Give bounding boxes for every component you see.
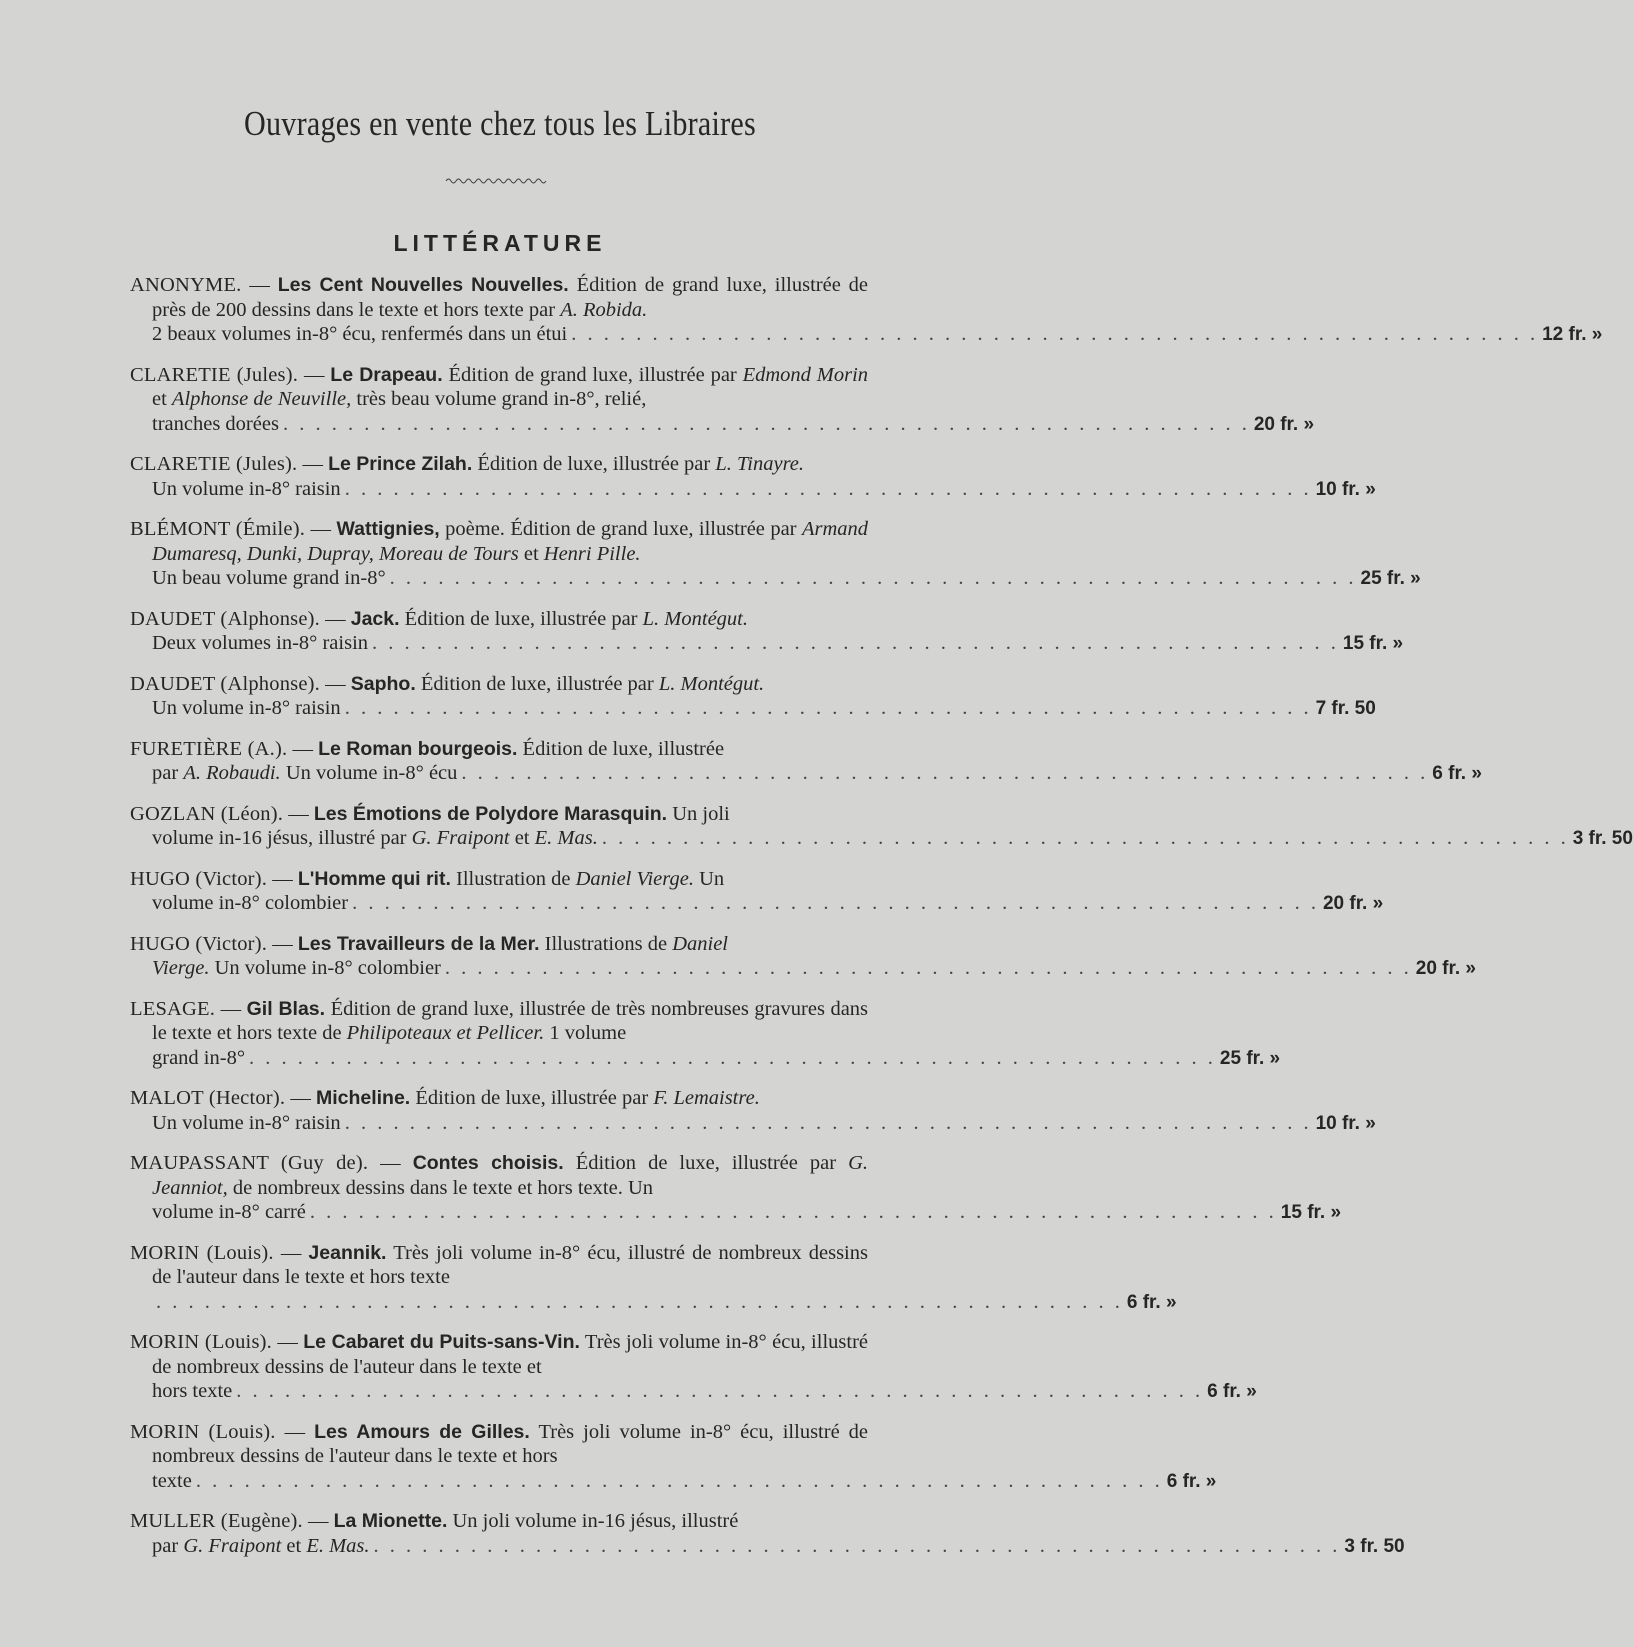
book-entry: HUGO (Victor). — Les Travailleurs de la Mer. Illustrations de Daniel Vierge. Un volume in-8° colombier . . . . . . . . . . . . . . . . . . . . . . . . . . . . . . . . . . . . . . . . . . . . . . . . . . . . . . . . . . . . 20 fr. »	[130, 932, 868, 982]
book-title: La Mionette.	[333, 1510, 448, 1532]
price-line	[152, 1111, 1376, 1137]
book-description: Un joli volume in-16 jésus, illustré	[452, 1510, 739, 1532]
wavy-ornament	[446, 176, 546, 186]
book-description: Édition de luxe, illustrée par	[404, 607, 638, 630]
author-name: BLÉMONT (Émile).	[130, 518, 306, 540]
illustrator-name: L. Tinayre.	[715, 453, 805, 475]
book-entry: MALOT (Hector). — Micheline. Édition de luxe, illustrée par F. Lemaistre. Un volume in-8° raisin . . . . . . . . . . . . . . . . . . . . . . . . . . . . . . . . . . . . . . . . . . . . . . . . . . . . . . . . . . . . 10 fr. »	[130, 1086, 868, 1136]
format-mid: et	[286, 1534, 302, 1557]
book-description-cont: de nombreux dessins dans le texte et hors texte. Un	[232, 1176, 653, 1199]
illustrator-name: E. Mas.	[306, 1534, 370, 1557]
book-description: Édition de grand luxe, illustrée par	[448, 363, 737, 386]
book-title: Le Cabaret du Puits-sans-Vin.	[303, 1331, 580, 1353]
format-prefix: par	[152, 762, 179, 784]
price-line	[152, 1046, 1281, 1072]
author-name: DAUDET (Alphonse).	[130, 672, 320, 695]
author-name: MALOT (Hector).	[130, 1087, 286, 1109]
book-entry: CLARETIE (Jules). — Le Prince Zilah. Édition de luxe, illustrée par L. Tinayre. Un volume in-8° raisin . . . . . . . . . . . . . . . . . . . . . . . . . . . . . . . . . . . . . . . . . . . . . . . . . . . . . . . . . . . . 10 fr. »	[130, 452, 868, 502]
book-format: volume in-8° carré	[152, 1201, 306, 1223]
book-description: Illustrations de	[544, 932, 668, 955]
book-entry: DAUDET (Alphonse). — Sapho. Édition de luxe, illustrée par L. Montégut. Un volume in-8° raisin . . . . . . . . . . . . . . . . . . . . . . . . . . . . . . . . . . . . . . . . . . . . . . . . . . . . . . . . . . . . 7 fr. 50	[130, 672, 868, 722]
book-price: 6 fr. »	[1126, 1291, 1177, 1313]
book-format: texte	[152, 1469, 192, 1492]
dot-leader: . . . . . . . . . . . . . . . . . . . . . . . . . . . . . . . . . . . . . . . . . . . . . . . . . . . . . . . . . . . .	[389, 567, 1357, 589]
book-description-cont: et	[152, 388, 167, 410]
book-title: Sapho.	[350, 672, 416, 695]
book-format: Un volume in-8° colombier	[214, 957, 441, 979]
book-entry: MAUPASSANT (Guy de). — Contes choisis. Édition de luxe, illustrée par G. Jeanniot, de nombreux dessins dans le texte et hors texte. Un volume in-8° carré . . . . . . . . . . . . . . . . . . . . . . . . . . . . . . . . . . . . . . . . . . . . . . . . . . . . . . . . . . . . 15 fr. »	[130, 1151, 868, 1226]
book-description: Édition de luxe, illustrée par	[420, 672, 654, 695]
book-entry: HUGO (Victor). — L'Homme qui rit. Illustration de Daniel Vierge. Un volume in-8° colombier . . . . . . . . . . . . . . . . . . . . . . . . . . . . . . . . . . . . . . . . . . . . . . . . . . . . . . . . . . . . 20 fr. »	[130, 867, 868, 917]
price-line	[152, 1379, 1257, 1405]
book-list	[130, 273, 1633, 1574]
book-title: Contes choisis.	[412, 1152, 564, 1174]
author-name: MORIN (Louis).	[130, 1241, 274, 1264]
dot-leader: . . . . . . . . . . . . . . . . . . . . . . . . . . . . . . . . . . . . . . . . . . . . . . . . . . . . . . . . . . . .	[236, 1380, 1204, 1402]
book-description: Édition de luxe, illustrée par	[477, 453, 711, 475]
illustrator-name: A. Robida.	[560, 298, 648, 321]
illustrator-name: Vierge.	[152, 957, 210, 979]
price-line	[152, 1200, 1342, 1226]
book-description: Très joli volume in-8° écu, illustré de nombreux dessins de l'auteur dans le texte et	[152, 1331, 868, 1378]
dot-leader: . . . . . . . . . . . . . . . . . . . . . . . . . . . . . . . . . . . . . . . . . . . . . . . . . . . . . . . . . . . .	[372, 632, 1339, 654]
book-entry: CLARETIE (Jules). — Le Drapeau. Édition de grand luxe, illustrée par Edmond Morin et Alphonse de Neuville, très beau volume grand in-8°, relié, tranches dorées . . . . . . . . . . . . . . . . . . . . . . . . . . . . . . . . . . . . . . . . . . . . . . . . . . . . . . . . . . . . 20 fr. »	[130, 363, 868, 438]
book-format: Deux volumes in-8° raisin	[152, 632, 369, 654]
price-line	[152, 761, 1482, 787]
price-line	[152, 566, 1421, 592]
dot-leader: . . . . . . . . . . . . . . . . . . . . . . . . . . . . . . . . . . . . . . . . . . . . . . . . . . . . . . . . . . . .	[601, 827, 1569, 849]
book-title: Jeannik.	[308, 1241, 387, 1264]
book-format: tranches dorées	[152, 412, 279, 435]
book-format: grand in-8°	[152, 1046, 246, 1069]
dot-leader: . . . . . . . . . . . . . . . . . . . . . . . . . . . . . . . . . . . . . . . . . . . . . . . . . . . . . . . . . . . .	[571, 323, 1539, 345]
format-prefix: volume in-16 jésus, illustré par	[152, 827, 407, 849]
book-title: Les Émotions de Polydore Marasquin.	[313, 802, 668, 825]
price-line	[152, 826, 1633, 852]
book-format: Un volume in-8° raisin	[152, 477, 341, 500]
book-entry: FURETIÈRE (A.). — Le Roman bourgeois. Édition de luxe, illustrée par A. Robaudi. Un volume in-8° écu . . . . . . . . . . . . . . . . . . . . . . . . . . . . . . . . . . . . . . . . . . . . . . . . . . . . . . . . . . . . 6 fr. »	[130, 737, 868, 787]
dot-leader: . . . . . . . . . . . . . . . . . . . . . . . . . . . . . . . . . . . . . . . . . . . . . . . . . . . . . . . . . . . .	[282, 412, 1250, 435]
book-description: Édition de luxe, illustrée par	[415, 1087, 649, 1109]
author-name: CLARETIE (Jules).	[130, 363, 299, 386]
book-format: Un beau volume grand in-8°	[152, 567, 386, 589]
author-name: HUGO (Victor).	[130, 867, 268, 890]
book-title: Le Prince Zilah.	[328, 453, 473, 475]
dot-leader: . . . . . . . . . . . . . . . . . . . . . . . . . . . . . . . . . . . . . . . . . . . . . . . . . . . . . . . . . . . .	[156, 1290, 1123, 1313]
book-price: 6 fr. »	[1432, 763, 1482, 784]
author-name: MORIN (Louis).	[130, 1420, 276, 1443]
book-price: 3 fr. 50	[1572, 828, 1633, 849]
price-line	[152, 1469, 1217, 1495]
book-title: Gil Blas.	[246, 997, 326, 1020]
book-title: Micheline.	[315, 1087, 411, 1109]
book-price: 15 fr. »	[1280, 1202, 1342, 1223]
book-price: 25 fr. »	[1360, 568, 1421, 589]
format-prefix: par	[152, 1534, 179, 1557]
book-price: 25 fr. »	[1219, 1047, 1281, 1069]
book-entry: DAUDET (Alphonse). — Jack. Édition de luxe, illustrée par L. Montégut. Deux volumes in-8° raisin . . . . . . . . . . . . . . . . . . . . . . . . . . . . . . . . . . . . . . . . . . . . . . . . . . . . . . . . . . . . 15 fr. »	[130, 607, 868, 657]
book-title: Wattignies,	[336, 518, 440, 540]
dot-leader: . . . . . . . . . . . . . . . . . . . . . . . . . . . . . . . . . . . . . . . . . . . . . . . . . . . . . . . . . . . .	[309, 1201, 1277, 1223]
author-name: MORIN (Louis).	[130, 1331, 272, 1353]
book-format: 2 beaux volumes in-8° écu, renfermés dans un étui	[152, 323, 568, 345]
illustrator-name: Henri Pille.	[543, 542, 641, 565]
illustrator-name: A. Robaudi.	[183, 762, 281, 784]
book-format: volume in-8° colombier	[152, 892, 349, 914]
author-name: CLARETIE (Jules).	[130, 453, 298, 475]
author-name: FURETIÈRE (A.).	[130, 737, 288, 760]
dot-leader: . . . . . . . . . . . . . . . . . . . . . . . . . . . . . . . . . . . . . . . . . . . . . . . . . . . . . . . . . . . .	[344, 1111, 1312, 1134]
dot-leader: . . . . . . . . . . . . . . . . . . . . . . . . . . . . . . . . . . . . . . . . . . . . . . . . . . . . . . . . . . . .	[249, 1046, 1216, 1069]
book-description-cont: 1 volume	[549, 1022, 627, 1044]
book-price: 20 fr. »	[1415, 958, 1476, 979]
book-entry: MULLER (Eugène). — La Mionette. Un joli volume in-16 jésus, illustré par G. Fraipont et E. Mas. . . . . . . . . . . . . . . . . . . . . . . . . . . . . . . . . . . . . . . . . . . . . . . . . . . . . . . . . . . . . 3 fr. 50	[130, 1509, 868, 1559]
author-name: DAUDET (Alphonse).	[130, 607, 320, 630]
book-price: 10 fr. »	[1315, 1112, 1376, 1134]
book-description: Édition de grand luxe, illustrée de près de 200 dessins dans le texte et hors texte par	[152, 274, 869, 321]
illustrator-name: Philipoteaux et Pellicer.	[346, 1022, 545, 1044]
book-description: Très joli volume in-8° écu, illustré de nombreux dessins de l'auteur dans le texte et hors texte	[152, 1241, 868, 1288]
price-line	[152, 891, 1384, 917]
book-price: 20 fr. »	[1253, 413, 1315, 435]
book-format: Un volume in-8° raisin	[152, 1111, 341, 1134]
book-price: 3 fr. 50	[1344, 1535, 1405, 1557]
author-name: MULLER (Eugène).	[130, 1510, 303, 1532]
page-header: Ouvrages en vente chez tous les Libraires	[243, 104, 757, 143]
book-entry: MORIN (Louis). — Les Amours de Gilles. Très joli volume in-8° écu, illustré de nombreux dessins de l'auteur dans le texte et hors texte . . . . . . . . . . . . . . . . . . . . . . . . . . . . . . . . . . . . . . . . . . . . . . . . . . . . . . . . . . . . 6 fr. »	[130, 1420, 868, 1495]
illustrator-name: E. Mas.	[534, 827, 598, 849]
author-name: ANONYME.	[130, 274, 242, 296]
dot-leader: . . . . . . . . . . . . . . . . . . . . . . . . . . . . . . . . . . . . . . . . . . . . . . . . . . . . . . . . . . . .	[344, 477, 1312, 500]
book-price: 6 fr. »	[1207, 1381, 1257, 1402]
book-description: Un joli	[672, 802, 730, 825]
book-title: Jack.	[350, 607, 400, 630]
illustrator-name: Alphonse de Neuville,	[171, 388, 352, 410]
illustrator-name: G. Jeanniot,	[152, 1152, 869, 1199]
book-title: Les Cent Nouvelles Nouvelles.	[277, 274, 569, 296]
price-line	[152, 956, 1476, 982]
book-format: hors texte	[152, 1380, 233, 1402]
author-name: HUGO (Victor).	[130, 932, 268, 955]
book-description: Illustration de	[456, 867, 571, 890]
book-description: Édition de luxe, illustrée	[522, 737, 725, 760]
illustrator-name: G. Fraipont	[411, 827, 510, 849]
book-format: Un volume in-8° raisin	[152, 697, 341, 719]
book-description-cont: Un	[699, 867, 725, 890]
book-description-cont: très beau volume grand in-8°, relié,	[356, 388, 647, 410]
price-line	[152, 412, 1315, 438]
price-line	[152, 477, 1376, 503]
price-line	[152, 696, 1376, 722]
book-price: 6 fr. »	[1166, 1470, 1217, 1492]
book-description-cont: et	[523, 542, 539, 565]
book-description: Très joli volume in-8° écu, illustré de nombreux dessins de l'auteur dans le texte et hors	[152, 1420, 869, 1467]
book-entry: GOZLAN (Léon). — Les Émotions de Polydore Marasquin. Un joli volume in-16 jésus, illustré par G. Fraipont et E. Mas. . . . . . . . . . . . . . . . . . . . . . . . . . . . . . . . . . . . . . . . . . . . . . . . . . . . . . . . . . . . . 3 fr. 50	[130, 802, 868, 852]
dot-leader: . . . . . . . . . . . . . . . . . . . . . . . . . . . . . . . . . . . . . . . . . . . . . . . . . . . . . . . . . . . .	[344, 697, 1312, 719]
author-name: GOZLAN (Léon).	[130, 802, 284, 825]
book-entry: LESAGE. — Gil Blas. Édition de grand luxe, illustrée de très nombreuses gravures dans le texte et hors texte de Philipoteaux et Pellicer. 1 volume grand in-8° . . . . . . . . . . . . . . . . . . . . . . . . . . . . . . . . . . . . . . . . . . . . . . . . . . . . . . . . . . . . 25 fr. »	[130, 997, 868, 1072]
book-price: 20 fr. »	[1322, 893, 1384, 914]
price-line	[152, 1290, 1177, 1316]
book-description: Édition de luxe, illustrée par	[575, 1152, 837, 1174]
dot-leader: . . . . . . . . . . . . . . . . . . . . . . . . . . . . . . . . . . . . . . . . . . . . . . . . . . . . . . . . . . . .	[444, 957, 1412, 979]
book-price: 10 fr. »	[1315, 478, 1376, 500]
price-line	[152, 322, 1603, 348]
book-format: Un volume in-8° écu	[285, 762, 458, 784]
author-name: LESAGE.	[130, 997, 216, 1020]
author-name: MAUPASSANT (Guy de).	[130, 1152, 369, 1174]
dot-leader: . . . . . . . . . . . . . . . . . . . . . . . . . . . . . . . . . . . . . . . . . . . . . . . . . . . . . . . . . . . .	[461, 762, 1429, 784]
book-title: Le Roman bourgeois.	[318, 737, 518, 760]
illustrator-name: Edmond Morin	[742, 363, 869, 386]
book-entry: BLÉMONT (Émile). — Wattignies, poème. Édition de grand luxe, illustrée par Armand Dumaresq, Dunki, Dupray, Moreau de Tours et Henri Pille. Un beau volume grand in-8° . . . . . . . . . . . . . . . . . . . . . . . . . . . . . . . . . . . . . . . . . . . . . . . . . . . . . . . . . . . . 25 fr. »	[130, 517, 868, 592]
dot-leader: . . . . . . . . . . . . . . . . . . . . . . . . . . . . . . . . . . . . . . . . . . . . . . . . . . . . . . . . . . . .	[373, 1534, 1341, 1557]
price-line	[152, 1534, 1405, 1560]
dot-leader: . . . . . . . . . . . . . . . . . . . . . . . . . . . . . . . . . . . . . . . . . . . . . . . . . . . . . . . . . . . .	[352, 892, 1319, 914]
illustrator-name: Daniel Vierge.	[575, 867, 694, 890]
book-title: Les Amours de Gilles.	[314, 1420, 530, 1443]
illustrator-name: Daniel	[672, 932, 728, 955]
price-line	[152, 631, 1404, 657]
book-title: L'Homme qui rit.	[297, 867, 451, 890]
illustrator-name: Armand Dumaresq, Dunki, Dupray, Moreau de Tours	[152, 518, 869, 565]
illustrator-name: F. Lemaistre.	[653, 1087, 760, 1109]
book-entry: ANONYME. — Les Cent Nouvelles Nouvelles. Édition de grand luxe, illustrée de près de 200 dessins dans le texte et hors texte par A. Robida. 2 beaux volumes in-8° écu, renfermés dans un étui . . . . . . . . . . . . . . . . . . . . . . . . . . . . . . . . . . . . . . . . . . . . . . . . . . . . . . . . . . . . 12 fr. »	[130, 273, 868, 348]
book-description: Édition de grand luxe, illustrée de très nombreuses gravures dans le texte et hors texte de	[152, 997, 869, 1044]
book-price: 12 fr. »	[1542, 324, 1603, 345]
book-entry: MORIN (Louis). — Le Cabaret du Puits-sans-Vin. Très joli volume in-8° écu, illustré de nombreux dessins de l'auteur dans le texte et hors texte . . . . . . . . . . . . . . . . . . . . . . . . . . . . . . . . . . . . . . . . . . . . . . . . . . . . . . . . . . . . 6 fr. »	[130, 1330, 868, 1405]
illustrator-name: G. Fraipont	[183, 1534, 282, 1557]
book-title: Le Drapeau.	[330, 363, 443, 386]
illustrator-name: L. Montégut.	[642, 607, 748, 630]
dot-leader: . . . . . . . . . . . . . . . . . . . . . . . . . . . . . . . . . . . . . . . . . . . . . . . . . . . . . . . . . . . .	[195, 1469, 1163, 1492]
book-price: 15 fr. »	[1342, 633, 1404, 654]
book-title: Les Travailleurs de la Mer.	[297, 932, 540, 955]
section-title: LITTÉRATURE	[393, 230, 607, 256]
book-price: 7 fr. 50	[1315, 698, 1376, 719]
book-description: poème. Édition de grand luxe, illustrée par	[445, 518, 797, 540]
book-entry: MORIN (Louis). — Jeannik. Très joli volume in-8° écu, illustré de nombreux dessins de l'auteur dans le texte et hors texte . . . . . . . . . . . . . . . . . . . . . . . . . . . . . . . . . . . . . . . . . . . . . . . . . . . . . . . . . . . . 6 fr. »	[130, 1241, 868, 1316]
format-mid: et	[514, 827, 530, 849]
illustrator-name: L. Montégut.	[658, 672, 765, 695]
